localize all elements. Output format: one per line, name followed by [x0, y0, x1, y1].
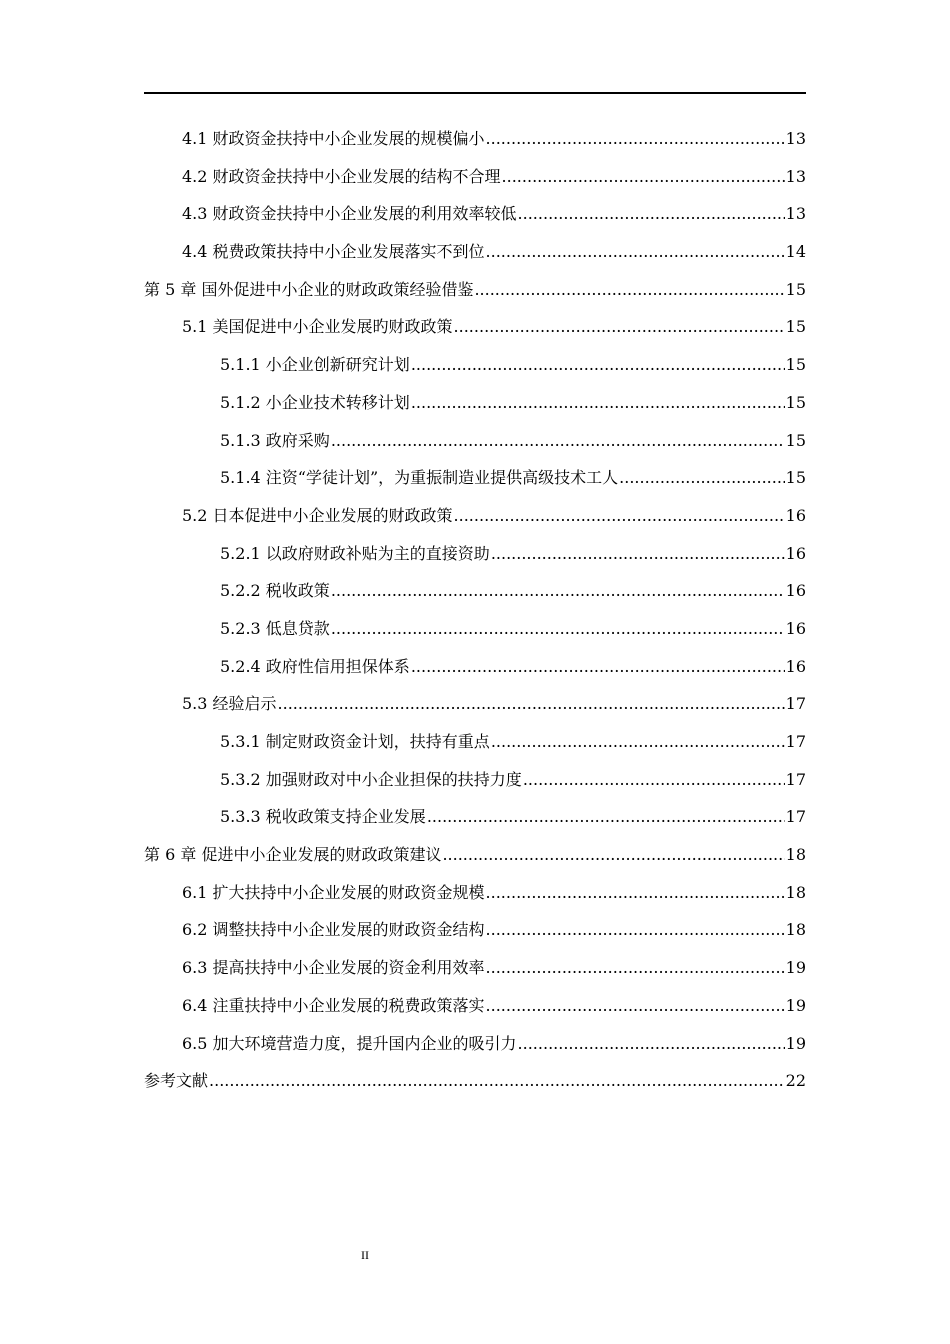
- toc-entry-title: 第 6 章 促进中小企业发展的财政政策建议: [144, 845, 442, 865]
- toc-dot-leader: [442, 836, 784, 874]
- toc-entry-page: 15: [785, 430, 806, 450]
- toc-entry-title: 6.4 注重扶持中小企业发展的税费政策落实: [182, 995, 485, 1015]
- toc-dot-leader: [502, 158, 785, 196]
- toc-entry[interactable]: [144, 949, 806, 987]
- toc-dot-leader: [518, 195, 785, 233]
- toc-entry-page: 18: [785, 882, 806, 902]
- toc-entry-title: 6.1 扩大扶持中小企业发展的财政资金规模: [182, 882, 485, 902]
- toc-entry[interactable]: [144, 346, 806, 384]
- toc-entry-title: 4.1 财政资金扶持中小企业发展的规模偏小: [182, 129, 485, 148]
- toc-entry[interactable]: [144, 1025, 806, 1063]
- toc-entry[interactable]: [144, 308, 806, 346]
- toc-entry[interactable]: [144, 723, 806, 761]
- toc-entry-page: 13: [785, 129, 806, 148]
- toc-entry[interactable]: [144, 158, 806, 196]
- toc-entry[interactable]: [144, 761, 806, 799]
- toc-entry-title: 4.2 财政资金扶持中小企业发展的结构不合理: [182, 166, 501, 186]
- toc-entry-page: 15: [785, 355, 806, 375]
- toc-dot-leader: [619, 459, 784, 497]
- toc-dot-leader: [523, 761, 785, 799]
- toc-entry-title: 5.3.3 税收政策支持企业发展: [220, 807, 426, 827]
- toc-entry[interactable]: [144, 685, 806, 723]
- toc-dot-leader: [278, 685, 785, 723]
- toc-entry-title: 6.5 加大环境营造力度，提升国内企业的吸引力: [182, 1033, 517, 1053]
- toc-entry[interactable]: [144, 648, 806, 686]
- toc-entry-page: 19: [785, 1033, 806, 1053]
- toc-entry-title: 4.3 财政资金扶持中小企业发展的利用效率较低: [182, 204, 517, 224]
- toc-dot-leader: [486, 120, 785, 158]
- toc-entry[interactable]: [144, 572, 806, 610]
- toc-dot-leader: [209, 1062, 785, 1100]
- toc-entry[interactable]: [144, 120, 806, 158]
- toc-entry-title: 5.2.1 以政府财政补贴为主的直接资助: [220, 543, 490, 563]
- toc-entry-page: 18: [785, 920, 806, 940]
- page-number: II: [361, 1248, 369, 1262]
- toc-dot-leader: [454, 497, 785, 535]
- toc-entry-page: 17: [785, 694, 806, 714]
- toc-entry-page: 15: [785, 317, 806, 337]
- toc-entry-page: 17: [785, 807, 806, 827]
- toc-dot-leader: [486, 911, 785, 949]
- toc-entry[interactable]: [144, 271, 806, 309]
- toc-entry-title: 6.3 提高扶持中小企业发展的资金利用效率: [182, 958, 485, 978]
- toc-dot-leader: [491, 723, 785, 761]
- toc-entry[interactable]: [144, 798, 806, 836]
- toc-entry-title: 4.4 税费政策扶持中小企业发展落实不到位: [182, 242, 485, 262]
- toc-entry-page: 16: [785, 656, 806, 676]
- toc-entry[interactable]: [144, 987, 806, 1025]
- toc-entry-title: 5.1 美国促进中小企业发展旳财政政策: [182, 317, 453, 337]
- toc-entry[interactable]: [144, 233, 806, 271]
- toc-entry[interactable]: [144, 497, 806, 535]
- toc-entry[interactable]: [144, 459, 806, 497]
- toc-entry-title: 5.1.3 政府采购: [220, 430, 330, 450]
- table-of-contents: [144, 120, 806, 1100]
- toc-entry-page: 17: [785, 769, 806, 789]
- toc-entry-title: 6.2 调整扶持中小企业发展的财政资金结构: [182, 920, 485, 940]
- toc-entry[interactable]: [144, 422, 806, 460]
- toc-dot-leader: [486, 949, 785, 987]
- toc-entry-page: 22: [785, 1071, 806, 1091]
- toc-entry-page: 16: [785, 543, 806, 563]
- toc-entry[interactable]: [144, 911, 806, 949]
- toc-entry-page: 13: [785, 204, 806, 224]
- toc-entry-page: 15: [785, 279, 806, 299]
- toc-dot-leader: [331, 610, 785, 648]
- toc-entry-page: 19: [785, 958, 806, 978]
- toc-entry[interactable]: [144, 195, 806, 233]
- toc-dot-leader: [454, 308, 785, 346]
- toc-entry-page: 18: [785, 845, 806, 865]
- toc-entry-title: 5.2.3 低息贷款: [220, 618, 330, 638]
- toc-entry-title: 5.2.4 政府性信用担保体系: [220, 656, 410, 676]
- toc-dot-leader: [331, 422, 785, 460]
- toc-entry-title: 第 5 章 国外促进中小企业的财政政策经验借鉴: [144, 279, 474, 299]
- toc-entry-page: 16: [785, 505, 806, 525]
- toc-entry-title: 5.3 经验启示: [182, 694, 277, 714]
- toc-entry-title: 5.2.2 税收政策: [220, 581, 330, 601]
- toc-entry[interactable]: [144, 836, 806, 874]
- toc-entry-page: 16: [785, 581, 806, 601]
- toc-entry-page: 13: [785, 166, 806, 186]
- toc-dot-leader: [486, 874, 785, 912]
- toc-dot-leader: [491, 535, 785, 573]
- toc-entry-title: 5.1.4 注资“学徒计划”，为重振制造业提供高级技术工人: [220, 468, 619, 488]
- toc-dot-leader: [427, 798, 785, 836]
- toc-dot-leader: [486, 233, 785, 271]
- toc-entry-title: 5.3.2 加强财政对中小企业担保的扶持力度: [220, 769, 522, 789]
- toc-entry-title: 5.3.1 制定财政资金计划，扶持有重点: [220, 732, 490, 751]
- toc-entry-page: 15: [785, 392, 806, 412]
- toc-entry[interactable]: [144, 1062, 806, 1100]
- header-rule: [144, 92, 806, 94]
- toc-entry-page: 16: [785, 618, 806, 638]
- toc-entry-title: 参考文献: [144, 1071, 209, 1091]
- toc-entry-page: 17: [785, 732, 806, 751]
- toc-entry[interactable]: [144, 535, 806, 573]
- toc-dot-leader: [411, 346, 785, 384]
- toc-entry[interactable]: [144, 874, 806, 912]
- toc-entry[interactable]: [144, 610, 806, 648]
- toc-dot-leader: [518, 1025, 785, 1063]
- toc-entry-page: 19: [785, 995, 806, 1015]
- toc-dot-leader: [411, 384, 785, 422]
- toc-dot-leader: [411, 648, 785, 686]
- toc-entry-page: 15: [785, 468, 806, 488]
- toc-entry[interactable]: [144, 384, 806, 422]
- toc-entry-title: 5.2 日本促进中小企业发展的财政政策: [182, 505, 453, 525]
- toc-entry-page: 14: [785, 242, 806, 262]
- toc-entry-title: 5.1.1 小企业创新研究计划: [220, 355, 410, 375]
- toc-entry-title: 5.1.2 小企业技术转移计划: [220, 392, 410, 412]
- toc-dot-leader: [486, 987, 785, 1025]
- toc-dot-leader: [474, 271, 784, 309]
- toc-dot-leader: [331, 572, 785, 610]
